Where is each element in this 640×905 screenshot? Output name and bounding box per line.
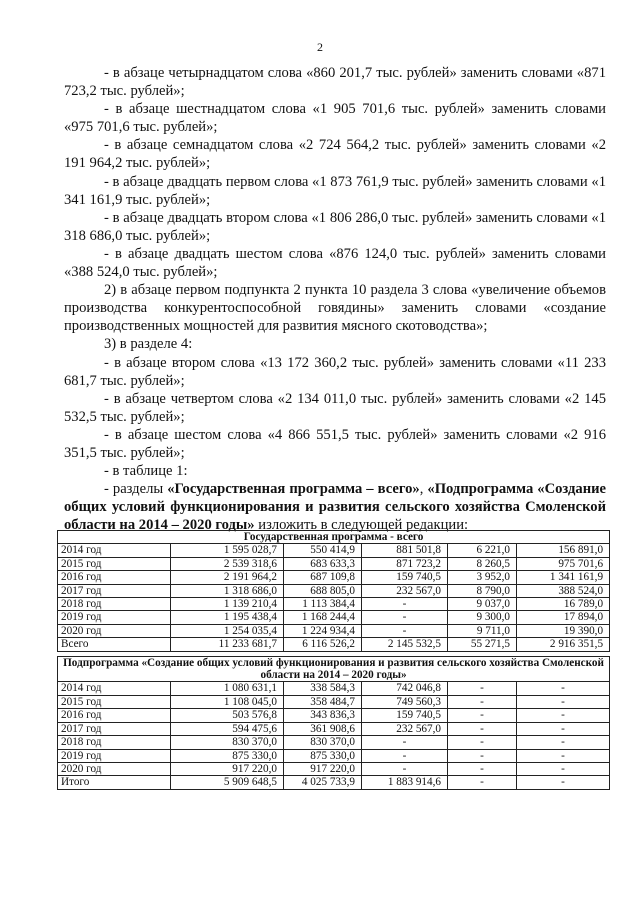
paragraph: - в абзаце четырнадцатом слова «860 201,7 тыс. рублей» заменить словами «871 723,2 тыс. рублей»; xyxy=(64,65,606,100)
table-cell: - xyxy=(517,762,610,775)
final-prefix: - разделы xyxy=(104,481,168,498)
table-row xyxy=(58,736,610,749)
table-cell: 232 567,0 xyxy=(362,722,448,735)
table-cell: - xyxy=(448,722,517,735)
final-bold-section-2: «Подпрограмма «Создание общих условий функционирования и развития сельского хозяйства Смоленской области на 2014 – 2020 годы» xyxy=(64,481,607,534)
table2-body xyxy=(58,651,610,789)
row-label-cell: 2017 год xyxy=(58,584,171,597)
paragraph: - в абзаце шестом слова «4 866 551,5 тыс. рублей» заменить словами «2 916 351,5 тыс. рублей»; xyxy=(64,426,606,461)
table-cell: 11 233 681,7 xyxy=(171,638,284,651)
table-cell: 2 539 318,6 xyxy=(171,557,284,570)
table-cell: 1 883 914,6 xyxy=(362,776,448,789)
table-cell: 1 113 384,4 xyxy=(284,598,362,611)
row-label-cell: 2014 год xyxy=(58,544,171,557)
table-cell: 358 484,7 xyxy=(284,695,362,708)
table-cell: 6 116 526,2 xyxy=(284,638,362,651)
table-cell: 8 790,0 xyxy=(448,584,517,597)
table-row xyxy=(58,624,610,637)
table-cell: 343 836,3 xyxy=(284,709,362,722)
table-cell: 1 341 161,9 xyxy=(517,571,610,584)
table-cell: 8 260,5 xyxy=(448,557,517,570)
table-cell: 1 195 438,4 xyxy=(171,611,284,624)
table-cell: 687 109,8 xyxy=(284,571,362,584)
table-row xyxy=(58,611,610,624)
table-cell: - xyxy=(517,749,610,762)
table-cell: - xyxy=(448,736,517,749)
table-cell: 159 740,5 xyxy=(362,709,448,722)
table-cell: - xyxy=(362,598,448,611)
table-cell: 830 370,0 xyxy=(284,736,362,749)
table-cell: - xyxy=(448,749,517,762)
table-cell: 16 789,0 xyxy=(517,598,610,611)
table-cell: - xyxy=(448,709,517,722)
final-separator: , xyxy=(419,481,428,498)
table-cell: - xyxy=(517,776,610,789)
table-row xyxy=(58,571,610,584)
final-paragraph xyxy=(64,480,606,534)
table-cell: 503 576,8 xyxy=(171,709,284,722)
table-cell: - xyxy=(517,695,610,708)
table-row xyxy=(58,776,610,789)
table1-body xyxy=(58,531,610,652)
table-cell: - xyxy=(517,736,610,749)
table-cell: 1 254 035,4 xyxy=(171,624,284,637)
table-cell: 1 224 934,4 xyxy=(284,624,362,637)
paragraph: - в абзаце двадцать втором слова «1 806 286,0 тыс. рублей» заменить словами «1 318 686,0 тыс. рублей»; xyxy=(64,209,606,244)
row-label-cell: 2019 год xyxy=(58,611,171,624)
paragraph: - в таблице 1: xyxy=(104,463,188,480)
table-cell: - xyxy=(362,736,448,749)
table-row xyxy=(58,749,610,762)
table-cell: - xyxy=(362,624,448,637)
table-cell: 5 909 648,5 xyxy=(171,776,284,789)
table-cell: 2 145 532,5 xyxy=(362,638,448,651)
table-cell: 55 271,5 xyxy=(448,638,517,651)
table-cell: 871 723,2 xyxy=(362,557,448,570)
table-cell: 6 221,0 xyxy=(448,544,517,557)
table-cell: 917 220,0 xyxy=(284,762,362,775)
table-cell: - xyxy=(362,749,448,762)
table1-title-row xyxy=(58,531,610,544)
table-cell: 338 584,3 xyxy=(284,682,362,695)
row-label-cell: 2015 год xyxy=(58,695,171,708)
table-cell: - xyxy=(448,776,517,789)
table-cell: 9 300,0 xyxy=(448,611,517,624)
row-label-cell: 2020 год xyxy=(58,762,171,775)
row-label-cell: 2018 год xyxy=(58,598,171,611)
paragraph: 3) в разделе 4: xyxy=(104,336,193,353)
paragraph: - в абзаце шестнадцатом слова «1 905 701,6 тыс. рублей» заменить словами «975 701,6 тыс. рублей»; xyxy=(64,101,606,136)
row-label-cell: Всего xyxy=(58,638,171,651)
table-cell: - xyxy=(448,762,517,775)
funding-table xyxy=(57,530,610,790)
table-cell: 875 330,0 xyxy=(171,749,284,762)
table-cell: 1 139 210,4 xyxy=(171,598,284,611)
table-row xyxy=(58,544,610,557)
table-cell: 388 524,0 xyxy=(517,584,610,597)
row-label-cell: 2016 год xyxy=(58,571,171,584)
table-cell: 2 916 351,5 xyxy=(517,638,610,651)
table-cell: 232 567,0 xyxy=(362,584,448,597)
table-cell: - xyxy=(448,682,517,695)
table-cell: 3 952,0 xyxy=(448,571,517,584)
table-cell: 749 560,3 xyxy=(362,695,448,708)
table2-title: Подпрограмма «Создание общих условий функционирования и развития сельского хозяйства Смоленской области на 2014 – 2020 годы» xyxy=(58,656,610,682)
paragraph: - в абзаце втором слова «13 172 360,2 тыс. рублей» заменить словами «11 233 681,7 тыс. рублей»; xyxy=(64,354,606,389)
table-cell: 1 595 028,7 xyxy=(171,544,284,557)
table-row xyxy=(58,584,610,597)
table-cell: 9 037,0 xyxy=(448,598,517,611)
table-cell: 881 501,8 xyxy=(362,544,448,557)
table1-title: Государственная программа - всего xyxy=(58,531,610,544)
table-cell: 742 046,8 xyxy=(362,682,448,695)
table-cell: 875 330,0 xyxy=(284,749,362,762)
row-label-cell: 2019 год xyxy=(58,749,171,762)
paragraph: - в абзаце четвертом слова «2 134 011,0 тыс. рублей» заменить словами «2 145 532,5 тыс. рублей»; xyxy=(64,390,606,425)
row-label-cell: 2016 год xyxy=(58,709,171,722)
table-row xyxy=(58,557,610,570)
row-label-cell: 2018 год xyxy=(58,736,171,749)
table-cell: 159 740,5 xyxy=(362,571,448,584)
table-cell: 688 805,0 xyxy=(284,584,362,597)
final-suffix: изложить в следующей редакции: xyxy=(254,517,469,534)
table-cell: 1 108 045,0 xyxy=(171,695,284,708)
table-cell: 9 711,0 xyxy=(448,624,517,637)
table-cell: - xyxy=(517,722,610,735)
table2-title-row xyxy=(58,656,610,682)
table-cell: - xyxy=(517,682,610,695)
table-cell: - xyxy=(362,611,448,624)
table-cell: 1 318 686,0 xyxy=(171,584,284,597)
table-cell: - xyxy=(448,695,517,708)
paragraph: 2) в абзаце первом подпункта 2 пункта 10 раздела 3 слова «увеличение объемов производства конкурентоспособной говядины» заменить словами «создание производственных мощностей для развития мясного скотоводства»; xyxy=(64,282,606,335)
table-row xyxy=(58,709,610,722)
final-bold-section-1: «Государственная программа – всего» xyxy=(167,481,420,498)
body-text xyxy=(64,64,606,534)
row-label-cell: Итого xyxy=(58,776,171,789)
table-row xyxy=(58,598,610,611)
table-cell: 1 168 244,4 xyxy=(284,611,362,624)
page-number: 2 xyxy=(317,40,323,54)
row-label-cell: 2020 год xyxy=(58,624,171,637)
paragraph: - в абзаце семнадцатом слова «2 724 564,2 тыс. рублей» заменить словами «2 191 964,2 тыс. рублей»; xyxy=(64,137,606,172)
table-row xyxy=(58,762,610,775)
table-cell: 4 025 733,9 xyxy=(284,776,362,789)
table-row xyxy=(58,695,610,708)
paragraph: - в абзаце двадцать шестом слова «876 124,0 тыс. рублей» заменить словами «388 524,0 тыс. рублей»; xyxy=(64,245,606,281)
row-label-cell: 2014 год xyxy=(58,682,171,695)
table-row xyxy=(58,722,610,735)
table-cell: 19 390,0 xyxy=(517,624,610,637)
table-row xyxy=(58,682,610,695)
table-cell: 361 908,6 xyxy=(284,722,362,735)
table-cell: 156 891,0 xyxy=(517,544,610,557)
table-cell: 830 370,0 xyxy=(171,736,284,749)
table-cell: 2 191 964,2 xyxy=(171,571,284,584)
table-cell: 550 414,9 xyxy=(284,544,362,557)
table-cell: - xyxy=(362,762,448,775)
funding-tables xyxy=(57,530,609,790)
table-cell: 1 080 631,1 xyxy=(171,682,284,695)
table-cell: 975 701,6 xyxy=(517,557,610,570)
row-label-cell: 2015 год xyxy=(58,557,171,570)
table-cell: 17 894,0 xyxy=(517,611,610,624)
table-cell: 683 633,3 xyxy=(284,557,362,570)
table-row xyxy=(58,638,610,651)
table-cell: 594 475,6 xyxy=(171,722,284,735)
paragraph: - в абзаце двадцать первом слова «1 873 761,9 тыс. рублей» заменить словами «1 341 161,9 тыс. рублей»; xyxy=(64,173,606,208)
row-label-cell: 2017 год xyxy=(58,722,171,735)
table-cell: 917 220,0 xyxy=(171,762,284,775)
table-cell: - xyxy=(517,709,610,722)
